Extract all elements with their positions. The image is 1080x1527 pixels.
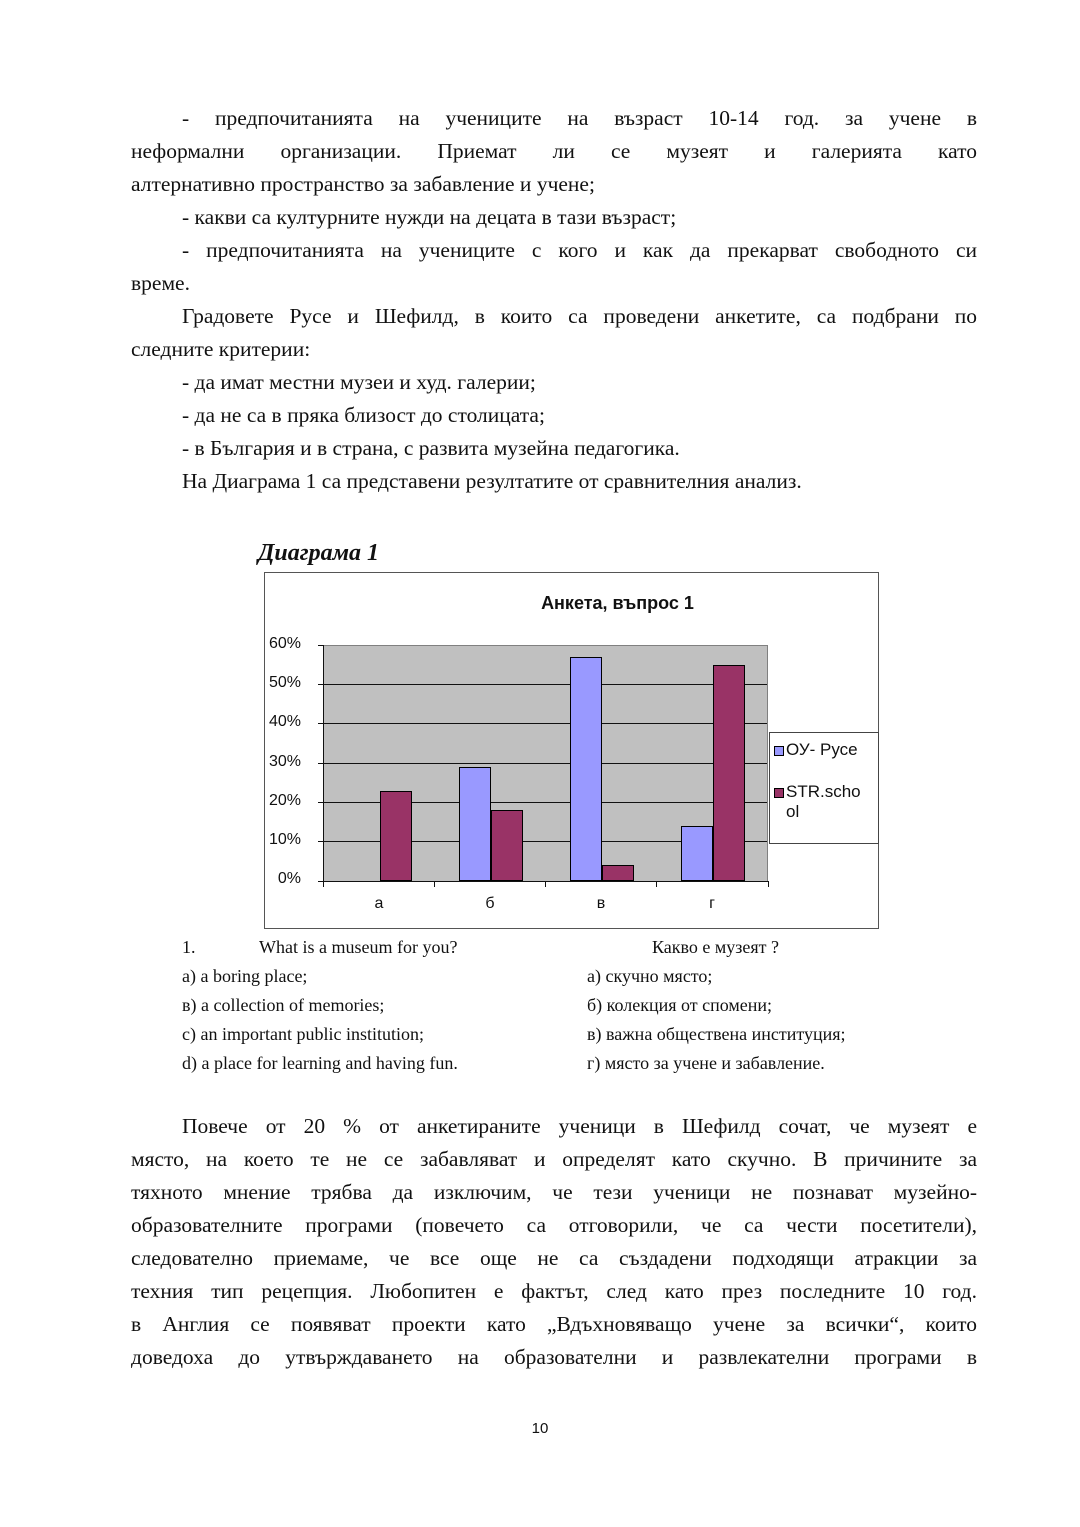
discussion-line: образователните програми (повечето са отговорили, че са чести посетители), [131,1213,977,1237]
x-tick-label: г [709,895,715,912]
english-option: c) an important public institution; [182,1024,424,1044]
intro-line: неформални организации. Приемат ли се музеят и галерията като [131,139,977,163]
x-axis [323,881,769,882]
criteria-item: - да не са в пряка близост до столицата; [182,403,545,427]
criteria-item: - в България и в страна, с развита музейна педагогика. [182,436,680,460]
figure-caption: Диаграма 1 [258,540,380,566]
legend-swatch-icon [774,746,784,756]
chart-legend [769,732,879,844]
discussion-line: място, на което те не се забавляват и определят като скучно. В причините за [131,1147,977,1171]
legend-item-str-school [774,782,861,822]
bar-chart [264,572,879,929]
x-tick-label: б [485,895,495,912]
discussion-line: в Англия се появяват проекти като „Вдъхновяващо учене за всички“, които [131,1312,977,1336]
y-tick-label: 20% [268,792,301,809]
discussion-line: Повече от 20 % от анкетираните ученици в Шефилд сочат, че музеят е [182,1114,977,1138]
intro-line: Градовете Русе и Шефилд, в които са проведени анкетите, са подбрани по [182,304,977,328]
gridline [324,763,767,764]
discussion-line: тяхното мнение трябва да изключим, че тези ученици не познават музейно- [131,1180,977,1204]
intro-line: На Диаграма 1 са представени резултатите от сравнителния анализ. [182,469,802,493]
question-number: 1. [182,937,196,957]
bar-b-str-school [491,810,523,881]
y-tick-label: 0% [277,870,301,887]
question-english-title: What is a museum for you? [259,937,458,957]
bulgarian-option: а) скучно място; [587,966,713,986]
plot-area [324,645,768,881]
bar-v-str-school [602,865,634,881]
page-number: 10 [531,1420,549,1437]
gridline [324,684,767,685]
x-tick-label: а [374,895,384,912]
legend-swatch-icon [774,788,784,798]
bar-v-ou-ruse [570,657,602,881]
y-tick-label: 30% [268,753,301,770]
discussion-line: следователно приемаме, че все още не са създадени подходящи атракции за [131,1246,977,1270]
bulgarian-option: б) колекция от спомени; [587,995,773,1015]
discussion-line: техния тип рецепция. Любопитен е фактът, след като през последните 10 год. [131,1279,977,1303]
legend-label-continued: ol [786,802,800,821]
question-bulgarian-title: Какво е музеят ? [652,937,779,957]
x-tick-label: в [596,895,606,912]
chart-title [265,593,878,614]
bar-a-str-school [380,791,412,881]
criteria-item: - да имат местни музеи и худ. галерии; [182,370,536,394]
english-option: в) a collection of memories; [182,995,385,1015]
legend-label: STR.scho [786,782,861,801]
intro-line: - предпочитанията на учениците с кого и как да прекарват свободното си [182,238,977,262]
y-tick-label: 10% [268,831,301,848]
y-tick-label: 40% [268,713,301,730]
bar-g-str-school [713,665,745,881]
bar-g-ou-ruse [681,826,713,881]
english-option: а) a boring place; [182,966,308,986]
english-option: d) a place for learning and having fun. [182,1053,458,1073]
intro-line: - предпочитанията на учениците на възраст 10-14 год. за учене в [182,106,977,130]
intro-line: следните критерии: [131,337,311,361]
intro-line: време. [131,271,190,295]
bulgarian-option: в) важна обществена институция; [587,1024,846,1044]
legend-item-ou-ruse [774,740,858,760]
y-axis [323,645,324,882]
bulgarian-option: г) място за учене и забавление. [587,1053,825,1073]
intro-line: - какви са културните нужди на децата в тази възраст; [182,205,677,229]
chart-title-text: Анкета, въпрос 1 [541,593,694,613]
discussion-line: доведоха до утвърждаването на образователни и развлекателни програми в [131,1345,977,1369]
y-tick-label: 60% [268,635,301,652]
y-tick-label: 50% [268,674,301,691]
gridline [324,723,767,724]
intro-line: алтернативно пространство за забавление и учене; [131,172,595,196]
legend-label: ОУ- Русе [786,740,858,759]
bar-b-ou-ruse [459,767,491,881]
